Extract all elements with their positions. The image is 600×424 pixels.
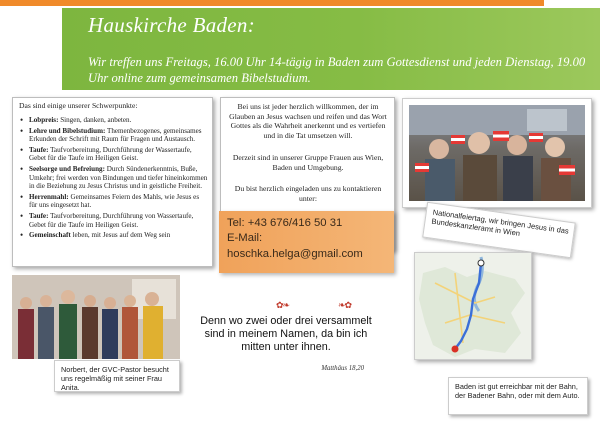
- list-item-text: Taufvorbereitung, Durchführung von Wassertaufe, Gebet für die Taufe im Heiligen Geist.: [29, 211, 194, 229]
- list-item-term: Taufe:: [29, 211, 49, 220]
- bible-quote: Denn wo zwei oder drei versammelt sind in meinem Namen, da bin ich mitten unter ihnen.: [200, 315, 372, 353]
- route-map: [414, 252, 532, 360]
- list-item: [29, 146, 209, 163]
- ornament-right-icon: ❧✿: [338, 300, 352, 310]
- pastor-photo: [12, 275, 180, 359]
- list-item-text: Singen, danken, anbeten.: [58, 116, 132, 124]
- list-item-term: Herrenmahl:: [29, 192, 69, 201]
- focus-box: [12, 97, 213, 267]
- list-item-text: leben, mit Jesus auf dem Weg sein: [70, 231, 171, 240]
- list-item: [29, 193, 209, 210]
- caption-pastor: Norbert, der GVC-Pastor besucht uns regelmäßig mit seiner Frau Anita.: [54, 360, 180, 392]
- welcome-text: Bei uns ist jeder herzlich willkommen, der im Glauben an Jesus wachsen und reifen und das Wort Gottes als die Wahrheit anerkennt und es vertiefen und in die Tat umsetzen will.: [229, 102, 387, 140]
- photo-illustration: [12, 275, 180, 359]
- list-item-term: Gemeinschaft: [29, 231, 71, 240]
- contact-box: [219, 211, 394, 273]
- list-item: [29, 212, 209, 229]
- orange-top-stripe: [0, 0, 544, 6]
- photo-illustration: [409, 105, 585, 201]
- page-title: Hauskirche Baden:: [88, 13, 256, 37]
- caption-nationalfeiertag: Nationalfeiertag, wir bringen Jesus in das Bundeskanzleramt in Wien: [422, 202, 576, 259]
- ornament-left-icon: ✿❧: [276, 300, 290, 310]
- group-photo-flags: [402, 98, 592, 208]
- list-item-text: Taufvorbereitung, Durchführung der Wassertaufe, Gebet für die Taufe im Heiligen Geist.: [29, 145, 192, 163]
- photo-image: [409, 105, 585, 201]
- list-item-term: Seelsorge und Befreiung:: [29, 164, 105, 173]
- list-item: [29, 231, 209, 240]
- list-item-term: Lehre und Bibelstudium:: [29, 126, 106, 135]
- email-link[interactable]: hoschka.helga@gmail.com: [227, 248, 363, 260]
- list-item-term: Taufe:: [29, 145, 49, 154]
- phone-number[interactable]: Tel: +43 676/416 50 31: [227, 217, 343, 229]
- list-item: [29, 165, 209, 191]
- list-item: [29, 127, 209, 144]
- map-illustration: [415, 253, 531, 359]
- list-item-term: Lobpreis:: [29, 116, 59, 124]
- list-item: [29, 116, 209, 125]
- focus-list: [13, 116, 213, 242]
- caption-map: Baden ist gut erreichbar mit der Bahn, der Badener Bahn, oder mit dem Auto.: [448, 377, 588, 415]
- header-banner: [62, 8, 600, 90]
- invite-text: Du bist herzlich eingeladen uns zu kontaktieren unter:: [234, 184, 382, 203]
- list-item-text: Themenbezogenes, gemeinsames Erkunden der Schrift mit Raum für Fragen und Austausch.: [29, 126, 202, 144]
- list-item-text: Gemeinsames Feiern des Mahls, wie Jesus es für uns eingesetzt hat.: [29, 192, 200, 210]
- meeting-times: Wir treffen uns Freitags, 16.00 Uhr 14-tägig in Baden zum Gottesdienst und jeden Dienstag, 19.00 Uhr online zum gemeinsamen Bibelstudium.: [88, 55, 586, 85]
- bible-reference: Matthäus 18,20: [321, 365, 364, 372]
- group-text: Derzeit sind in unserer Gruppe Frauen aus Wien, Baden und Umgebung.: [232, 153, 384, 172]
- email-label: E-Mail:: [227, 232, 263, 244]
- list-item-text: Durch Sündenerkenntnis, Buße, Umkehr; frei werden von Bindungen und tiefer hineinkommen in die Beziehung zu Jesus Christus und in geistliche Freiheit.: [29, 164, 208, 191]
- focus-intro: Das sind einige unserer Schwerpunkte:: [19, 101, 138, 110]
